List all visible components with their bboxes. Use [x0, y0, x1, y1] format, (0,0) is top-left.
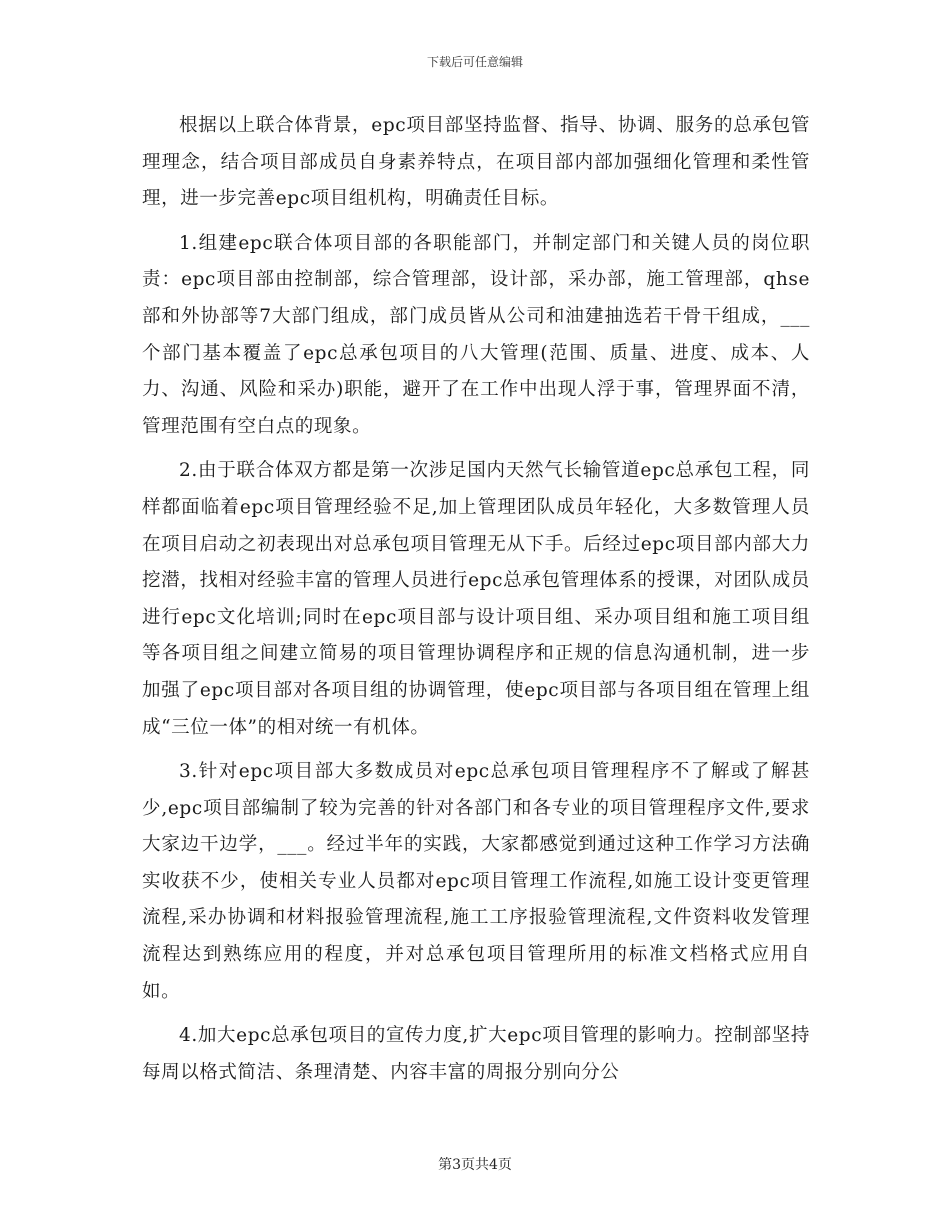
page-header: 下载后可任意编辑 [426, 55, 523, 69]
page-number: 第3页共4页 [438, 1157, 512, 1173]
paragraph-item-2: 2.由于联合体双方都是第一次涉足国内天然气长输管道epc总承包工程，同样都面临着epc项目管理经验不足,加上管理团队成员年轻化，大多数管理人员在项目启动之初表现出对总承包项目管理无从下手。后经过epc项目部内部大力挖潜，找相对经验丰富的管理人员进行epc总承包管理体系的授课，对团队成员进行epc文化培训;同时在epc项目部与设计项目组、采办项目组和施工项目组等各项目组之间建立简易的项目管理协调程序和正规的信息沟通机制，进一步加强了epc项目部对各项目组的协调管理，使epc项目部与各项目组在管理上组成“三位一体”的相对统一有机体。 [142, 460, 810, 738]
paragraph-item-1: 1.组建epc联合体项目部的各职能部门，并制定部门和关键人员的岗位职责：epc项目部由控制部，综合管理部，设计部，采办部，施工管理部，qhse部和外协部等7大部门组成，部门成员皆从公司和油建抽选若干骨干组成，___个部门基本覆盖了epc总承包项目的八大管理(范围、质量、进度、成本、人力、沟通、风险和采办)职能，避开了在工作中出现人浮于事，管理界面不清，管理范围有空白点的现象。 [142, 232, 810, 437]
paragraph-item-3: 3.针对epc项目部大多数成员对epc总承包项目管理程序不了解或了解甚少,epc项目部编制了较为完善的针对各部门和各专业的项目管理程序文件,要求大家边干边学，___。经过半年的实践，大家都感觉到通过这种工作学习方法确实收获不少，使相关专业人员都对epc项目管理工作流程,如施工设计变更管理流程,采办协调和材料报验管理流程,施工工序报验管理流程,文件资料收发管理流程达到熟练应用的程度，并对总承包项目管理所用的标准文档格式应用自如。 [142, 761, 810, 1002]
document-body [142, 108, 810, 1091]
paragraph-intro: 根据以上联合体背景，epc项目部坚持监督、指导、协调、服务的总承包管理理念，结合项目部成员自身素养特点，在项目部内部加强细化管理和柔性管理，进一步完善epc项目组机构，明确责任目标。 [142, 115, 810, 210]
paragraph-item-4: 4.加大epc总承包项目的宣传力度,扩大epc项目管理的影响力。控制部坚持每周以格式简洁、条理清楚、内容丰富的周报分别向分公 [142, 1025, 810, 1083]
